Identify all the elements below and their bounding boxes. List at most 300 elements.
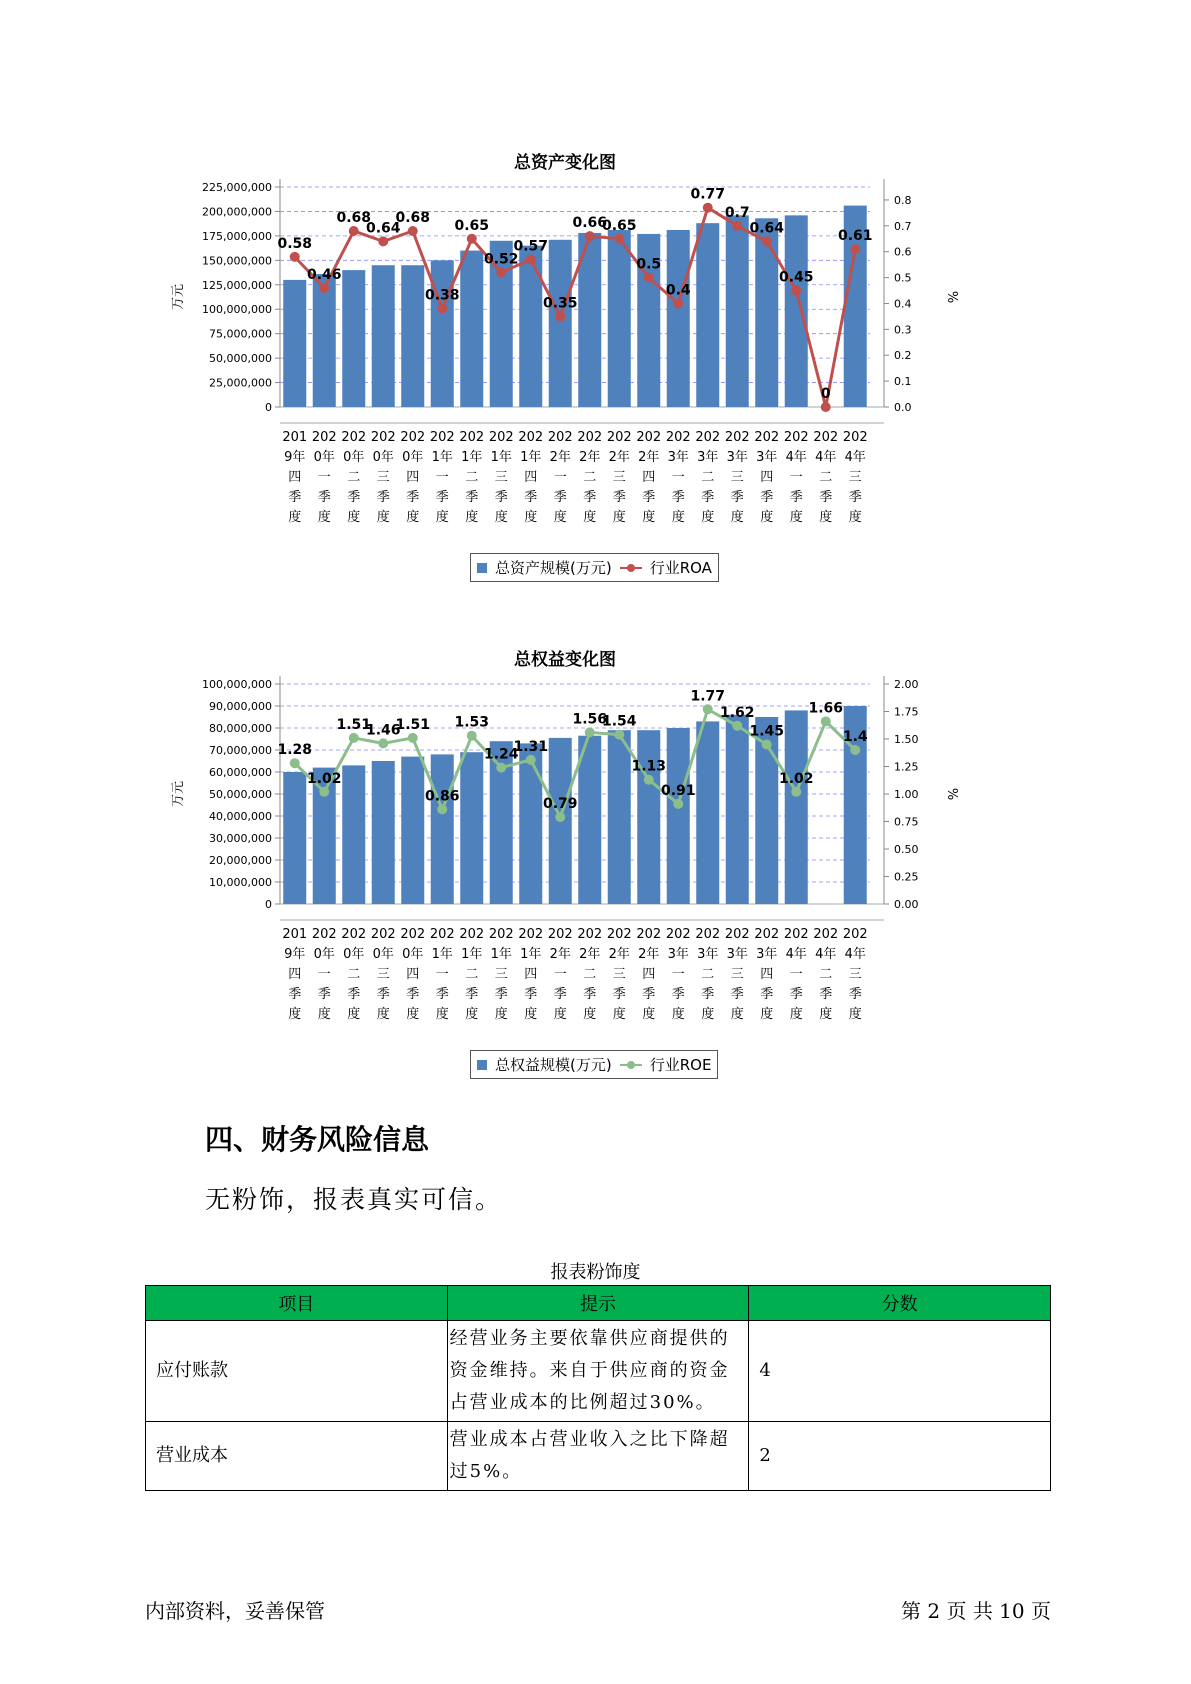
y2-tick-label: 1.75 [894,705,919,719]
x-tick-label: 四 [406,967,420,982]
x-tick-label: 9年 [284,450,306,465]
x-tick-label: 4年 [785,450,807,465]
bar [283,280,306,407]
line-point [821,716,831,726]
x-tick-label: 202 [695,927,721,942]
x-tick-label: 202 [488,430,514,445]
bar [342,270,365,407]
x-tick-label: 季 [701,987,715,1002]
x-tick-label: 2年 [638,450,660,465]
x-tick-label: 2年 [638,947,660,962]
x-tick-label: 202 [813,927,839,942]
line-point [703,203,713,213]
x-tick-label: 三 [612,470,626,485]
data-label: 1.45 [749,723,785,740]
bar [667,728,690,904]
x-tick-label: 季 [789,490,803,505]
bar [667,230,690,407]
line-point [319,283,329,293]
x-tick-label: 季 [583,987,597,1002]
x-tick-label: 202 [459,927,485,942]
x-tick-label: 三 [494,470,508,485]
x-tick-label: 0年 [343,947,365,962]
x-tick-label: 季 [789,987,803,1002]
y-tick-label: 25,000,000 [209,376,272,390]
x-tick-label: 度 [701,510,715,525]
line-point [467,234,477,244]
x-tick-label: 3年 [756,450,778,465]
x-tick-label: 1年 [520,450,542,465]
table-cell-item: 营业成本 [146,1422,448,1491]
x-tick-label: 季 [347,987,361,1002]
x-tick-label: 季 [288,987,302,1002]
line-point [467,731,477,741]
x-tick-label: 度 [465,1007,479,1022]
y-tick-label: 200,000,000 [202,205,272,219]
x-tick-label: 202 [370,430,396,445]
x-tick-label: 季 [642,490,656,505]
x-tick-label: 二 [819,470,833,485]
line-point [437,804,447,814]
x-tick-label: 二 [701,470,715,485]
y-tick-label: 40,000,000 [209,810,272,823]
table-cell-hint: 经营业务主要依靠供应商提供的资金维持。来自于供应商的资金占营业成本的比例超过30%。 [447,1321,749,1422]
line-point [319,787,329,797]
line-point [762,740,772,750]
y-tick-label: 20,000,000 [209,854,272,867]
x-tick-label: 度 [288,1007,302,1022]
y2-tick-label: 1.25 [894,760,919,774]
x-tick-label: 202 [400,430,426,445]
table-cell-item: 应付账款 [146,1321,448,1422]
table-cell-score: 2 [749,1422,1051,1491]
data-label: 1.02 [778,770,814,787]
x-tick-label: 1年 [520,947,542,962]
data-label: 0.79 [542,796,578,813]
line-point [673,298,683,308]
x-tick-label: 度 [671,510,685,525]
legend-bar-swatch [477,563,487,573]
x-tick-label: 度 [435,510,449,525]
x-tick-label: 三 [848,967,862,982]
x-tick-label: 四 [760,470,774,485]
x-tick-label: 季 [435,490,449,505]
x-tick-label: 1年 [490,450,512,465]
line-point [644,273,654,283]
data-label: 0.64 [365,220,401,237]
line-point [496,267,506,277]
line-point [732,221,742,231]
footer-right: 第 2 页 共 10 页 [901,1599,1051,1623]
x-tick-label: 四 [524,967,538,982]
bar [578,736,601,904]
line-point [437,304,447,314]
table-row [146,1422,1051,1491]
assets-chart-title: 总资产变化图 [514,153,616,173]
data-label: 0.45 [778,269,814,286]
x-tick-label: 度 [376,510,390,525]
y-tick-label: 175,000,000 [202,229,272,243]
line-point [526,254,536,264]
equity-chart-title: 总权益变化图 [514,650,616,670]
x-tick-label: 季 [376,987,390,1002]
x-tick-label: 季 [376,490,390,505]
x-tick-label: 202 [311,927,337,942]
x-tick-label: 季 [819,987,833,1002]
line-point [378,236,388,246]
x-tick-label: 202 [547,430,573,445]
x-tick-label: 4年 [844,947,866,962]
x-tick-label: 0年 [372,947,394,962]
y2-tick-label: 1.50 [894,733,919,746]
x-tick-label: 4年 [844,450,866,465]
data-label: 0.65 [454,217,490,234]
line-point [762,236,772,246]
line-point [408,733,418,743]
x-tick-label: 二 [819,967,833,982]
x-tick-label: 二 [347,470,361,485]
x-tick-label: 季 [612,987,626,1002]
x-tick-label: 202 [813,430,839,445]
data-label: 0.5 [636,256,662,273]
x-tick-label: 二 [465,967,479,982]
x-tick-label: 季 [671,987,685,1002]
x-tick-label: 202 [754,927,780,942]
x-tick-label: 202 [341,430,367,445]
x-tick-label: 季 [760,490,774,505]
x-tick-label: 二 [347,967,361,982]
x-tick-label: 季 [642,987,656,1002]
table-header-item: 项目 [146,1286,448,1321]
bar [696,721,719,904]
data-label: 0.52 [483,251,519,268]
y-axis-title: 万元 [171,780,186,808]
line-point [378,738,388,748]
x-tick-label: 度 [435,1007,449,1022]
x-tick-label: 度 [612,510,626,525]
x-tick-label: 四 [288,967,302,982]
x-tick-label: 一 [789,470,803,485]
x-tick-label: 度 [760,510,774,525]
x-tick-label: 季 [730,987,744,1002]
bar [785,710,808,904]
x-tick-label: 度 [288,510,302,525]
x-tick-label: 度 [376,1007,390,1022]
x-tick-label: 202 [518,927,544,942]
x-tick-label: 度 [465,510,479,525]
line-point [821,402,831,412]
x-tick-label: 度 [789,510,803,525]
x-tick-label: 一 [553,470,567,485]
assets-chart-svg [170,179,960,569]
x-tick-label: 度 [583,1007,597,1022]
data-label: 0.77 [690,186,726,203]
data-label: 1.28 [277,742,313,759]
bar [431,754,454,904]
x-tick-label: 度 [494,510,508,525]
line-point [850,244,860,254]
x-tick-label: 2年 [579,450,601,465]
y2-tick-label: 0.4 [894,297,912,311]
x-tick-label: 202 [636,927,662,942]
bar [401,265,424,407]
bar [785,215,808,407]
x-tick-label: 4年 [815,947,837,962]
bar [460,251,483,407]
y2-tick-label: 1.00 [894,788,919,801]
x-tick-label: 9年 [284,947,306,962]
table-header-hint: 提示 [447,1286,749,1321]
x-tick-label: 0年 [372,450,394,465]
y2-tick-label: 0.75 [894,815,919,829]
bar [637,730,660,904]
x-tick-label: 四 [642,967,656,982]
data-label: 0.86 [424,788,460,805]
legend-line-label: 行业ROA [649,559,712,577]
x-tick-label: 202 [665,927,691,942]
data-label: 0.46 [306,266,342,283]
x-tick-label: 季 [406,490,420,505]
x-tick-label: 季 [612,490,626,505]
data-label: 1.66 [808,700,844,717]
x-tick-label: 1年 [431,947,453,962]
y2-tick-label: 0.0 [894,401,912,414]
x-tick-label: 一 [671,967,685,982]
x-tick-label: 202 [636,430,662,445]
x-tick-label: 季 [848,987,862,1002]
x-tick-label: 度 [317,1007,331,1022]
x-tick-label: 度 [406,1007,420,1022]
line-point [673,799,683,809]
y-tick-label: 0 [265,898,272,911]
legend-line-swatch [620,1060,642,1070]
x-tick-label: 2年 [579,947,601,962]
data-label: 0.57 [513,238,549,255]
data-label: 1.53 [454,714,490,731]
x-tick-label: 四 [288,470,302,485]
x-tick-label: 一 [789,967,803,982]
x-tick-label: 3年 [726,947,748,962]
bar [608,730,631,904]
x-tick-label: 3年 [667,947,689,962]
x-tick-label: 季 [760,987,774,1002]
data-label: 0.58 [277,235,313,252]
x-tick-label: 201 [282,927,308,942]
x-tick-label: 202 [783,430,809,445]
x-tick-label: 度 [524,510,538,525]
line-point [408,226,418,236]
x-tick-label: 3年 [726,450,748,465]
x-tick-label: 一 [435,967,449,982]
x-tick-label: 度 [848,510,862,525]
y2-tick-label: 0.2 [894,349,912,363]
y2-tick-label: 0.1 [894,375,912,389]
equity-chart [170,645,960,1074]
x-tick-label: 四 [524,470,538,485]
x-tick-label: 202 [842,927,868,942]
line-point [791,286,801,296]
line-point [732,721,742,731]
x-tick-label: 202 [665,430,691,445]
bar [342,765,365,904]
x-tick-label: 1年 [461,947,483,962]
equity-chart-legend [470,1050,718,1079]
x-tick-label: 1年 [490,947,512,962]
x-tick-label: 3年 [697,450,719,465]
x-tick-label: 202 [842,430,868,445]
x-tick-label: 度 [819,510,833,525]
x-tick-label: 三 [730,470,744,485]
line-point [791,787,801,797]
y2-tick-label: 0.00 [894,898,919,911]
x-tick-label: 季 [671,490,685,505]
table-row [146,1321,1051,1422]
bar [549,240,572,407]
x-tick-label: 二 [465,470,479,485]
data-label: 0.4 [665,282,691,299]
line-point [349,733,359,743]
x-tick-label: 202 [724,430,750,445]
x-tick-label: 季 [317,987,331,1002]
data-label: 1.54 [601,713,637,730]
x-tick-label: 四 [406,470,420,485]
x-tick-label: 二 [701,967,715,982]
x-tick-label: 季 [406,987,420,1002]
data-label: 0.65 [601,217,637,234]
x-tick-label: 2年 [549,947,571,962]
legend-line-label: 行业ROE [649,1056,712,1074]
x-tick-label: 202 [783,927,809,942]
x-tick-label: 季 [583,490,597,505]
data-label: 1.46 [365,722,401,739]
section-heading: 四、财务风险信息 [205,1123,430,1156]
x-tick-label: 一 [317,470,331,485]
x-tick-label: 季 [848,490,862,505]
data-label: 1.4 [842,729,868,745]
x-tick-label: 202 [547,927,573,942]
y2-tick-label: 0.50 [894,843,919,856]
x-tick-label: 0年 [313,450,335,465]
y2-tick-label: 0.25 [894,870,919,884]
y-tick-label: 30,000,000 [209,832,272,845]
x-tick-label: 度 [347,510,361,525]
bar [608,230,631,407]
bar [372,265,395,407]
data-label: 0.38 [424,287,460,304]
x-tick-label: 度 [671,1007,685,1022]
y2-tick-label: 0.3 [894,323,912,337]
x-tick-label: 度 [406,510,420,525]
x-tick-label: 度 [612,1007,626,1022]
x-tick-label: 201 [282,430,308,445]
y-tick-label: 10,000,000 [209,876,272,889]
section-text: 无粉饰，报表真实可信。 [205,1185,503,1214]
table-caption: 报表粉饰度 [550,1262,641,1283]
y-axis-title: 万元 [171,283,186,311]
y-tick-label: 90,000,000 [209,700,272,713]
x-tick-label: 季 [435,987,449,1002]
y-tick-label: 50,000,000 [209,788,272,801]
y-tick-label: 100,000,000 [202,678,272,691]
x-tick-label: 季 [465,987,479,1002]
risk-table [145,1285,1051,1491]
x-tick-label: 202 [459,430,485,445]
x-tick-label: 三 [848,470,862,485]
x-tick-label: 0年 [402,947,424,962]
x-tick-label: 度 [642,510,656,525]
x-tick-label: 4年 [785,947,807,962]
data-label: 0.7 [724,204,750,221]
x-tick-label: 季 [494,490,508,505]
y2-tick-label: 0.7 [894,219,912,233]
x-tick-label: 202 [488,927,514,942]
x-tick-label: 二 [583,470,597,485]
footer-left: 内部资料，妥善保管 [145,1599,325,1623]
data-label: 0 [820,386,831,402]
x-tick-label: 季 [524,987,538,1002]
data-label: 0.68 [336,210,372,226]
x-tick-label: 202 [724,927,750,942]
y-tick-label: 225,000,000 [202,181,272,194]
x-tick-label: 202 [606,927,632,942]
x-tick-label: 度 [524,1007,538,1022]
x-tick-label: 202 [518,430,544,445]
legend-bar-label: 总权益规模(万元) [495,1056,612,1074]
y2-axis-title: % [944,290,959,304]
legend-bar-swatch [477,1060,487,1070]
line-point [496,763,506,773]
y2-tick-label: 0.5 [894,271,912,285]
table-header-row [146,1286,1051,1321]
x-tick-label: 一 [671,470,685,485]
data-label: 0.68 [395,210,431,226]
data-label: 0.35 [542,295,578,312]
line-point [290,252,300,262]
x-tick-label: 4年 [815,450,837,465]
line-point [349,226,359,236]
data-label: 0.64 [749,220,785,237]
x-tick-label: 度 [819,1007,833,1022]
x-tick-label: 三 [494,967,508,982]
x-tick-label: 3年 [667,450,689,465]
x-tick-label: 度 [848,1007,862,1022]
data-label: 1.02 [306,770,342,787]
x-tick-label: 202 [695,430,721,445]
line-point [703,704,713,714]
x-tick-label: 度 [553,510,567,525]
x-tick-label: 0年 [402,450,424,465]
x-tick-label: 季 [347,490,361,505]
data-label: 1.51 [336,716,372,733]
bar [696,223,719,407]
bar [460,752,483,904]
equity-chart-svg [170,676,960,1066]
line-point [585,727,595,737]
line-point [614,730,624,740]
y-tick-label: 60,000,000 [209,766,272,779]
bar [372,761,395,904]
bar [726,715,749,904]
assets-chart [170,148,960,577]
x-tick-label: 三 [612,967,626,982]
legend-bar-label: 总资产规模(万元) [495,559,612,577]
x-tick-label: 202 [400,927,426,942]
x-tick-label: 202 [429,927,455,942]
y2-tick-label: 2.00 [894,678,919,691]
x-tick-label: 1年 [461,450,483,465]
line-point [290,758,300,768]
x-tick-label: 度 [553,1007,567,1022]
